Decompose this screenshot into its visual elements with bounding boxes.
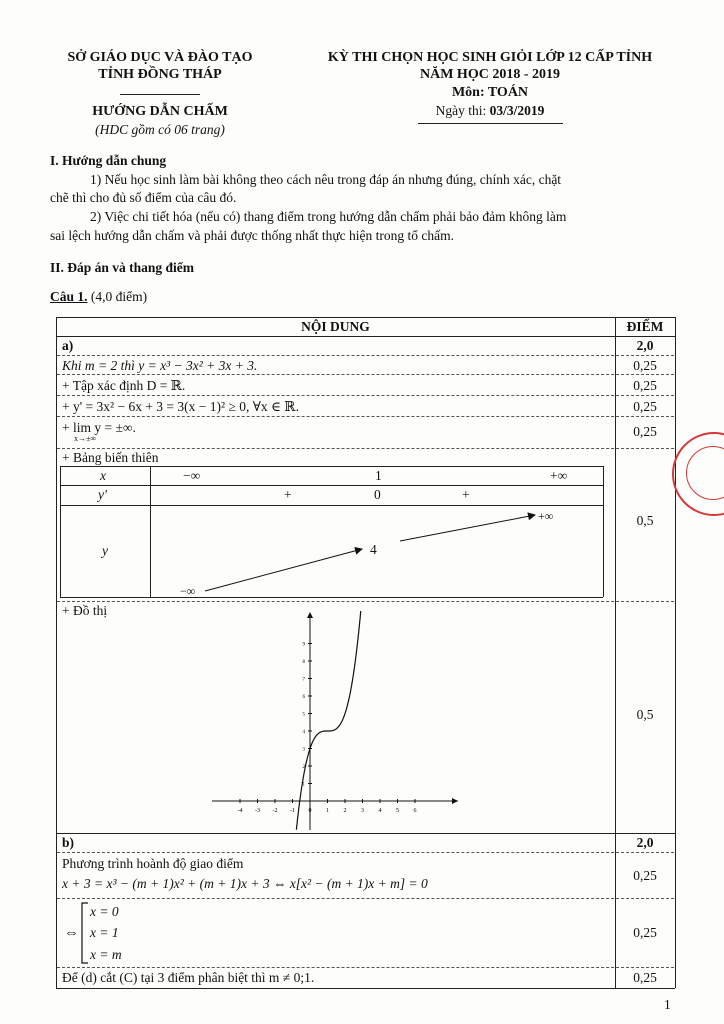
x-tick-label: 0 [308,808,312,814]
var-y-minus-inf: −∞ [180,584,196,598]
var-yp-zero: 0 [374,487,381,502]
x-tick-label: -1 [290,808,295,814]
variation-points: 0,5 [636,513,654,528]
row-a2-text: + Tập xác định D = ℝ. [62,378,186,393]
row-a2-points: 0,25 [633,378,657,393]
var-y-four: 4 [370,542,377,557]
question-points: (4,0 điểm) [87,289,148,304]
general-p1-line1: 1) Nếu học sinh làm bài không theo cách nêu trong đáp án nhưng đúng, chính xác, chặt [90,172,562,187]
x-tick-label: -4 [237,808,243,814]
y-tick-label: 1 [302,782,305,788]
y-axis-arrow [307,612,313,618]
curve-line [296,611,360,830]
case-x0: x = 0 [90,904,119,919]
case-bracket [80,902,90,964]
exam-title: KỲ THI CHỌN HỌC SINH GIỎI LỚP 12 CẤP TỈNH [327,50,653,65]
function-graph [200,608,470,833]
question-label: Câu 1. [50,289,88,304]
row-a4-points: 0,25 [633,424,657,439]
col-content-header: NỘI DUNG [301,319,370,334]
page-number: 1 [664,997,671,1012]
x-tick-label: 3 [361,808,364,814]
official-stamp [672,432,724,516]
row-b2-equiv: ⇔ [64,925,79,941]
variation-arrows [150,505,603,597]
row-b3-text: Để (d) cắt (C) tại 3 điểm phân biệt thì m ≠ 0;1. [62,970,315,985]
exam-date [290,103,690,119]
date-underline [418,123,563,124]
y-tick-label: 9 [302,642,305,648]
row-b1-points: 0,25 [633,868,657,883]
case-x1: x = 1 [90,925,119,940]
exam-date-value: 03/3/2019 [489,103,545,118]
var-x-plus-inf: +∞ [550,468,568,483]
graph-points: 0,5 [636,707,654,722]
answers-heading: II. Đáp án và thang điểm [50,260,195,275]
row-a1-text: Khi m = 2 thì y = x³ − 3x² + 3x + 3. [62,358,258,373]
var-x-label: x [100,468,106,483]
x-tick-label: 6 [413,808,417,814]
part-a-label: a) [62,338,74,353]
x-tick-label: -3 [255,808,260,814]
arrow-increasing-2 [400,515,535,541]
part-b-label: b) [62,835,75,850]
row-b1-line2: x + 3 = x³ − (m + 1)x² + (m + 1)x + 3 ⇔ x[x² − (m + 1)x + m] = 0 [62,876,428,891]
var-y-label: y [102,543,108,558]
general-p2-line1: 2) Việc chi tiết hóa (nếu có) thang điểm trong hướng dẫn chấm phải bảo đảm không làm [90,209,567,224]
y-tick-label: 8 [302,660,305,665]
x-tick-label: 2 [343,808,347,814]
y-tick-label: 7 [302,677,305,683]
general-p1-line2: chẽ thì cho đủ số điểm của câu đó. [50,190,237,205]
province-name: TỈNH ĐỒNG THÁP [98,67,222,82]
question-heading [50,289,147,305]
y-tick-label: 3 [302,747,305,753]
x-axis-arrow [452,798,458,804]
row-a3-text: + y' = 3x² − 6x + 3 = 3(x − 1)² ≥ 0, ∀x ∈ ℝ. [62,399,299,414]
row-a3-points: 0,25 [633,399,657,414]
part-b-points: 2,0 [636,835,654,850]
exam-date-label: Ngày thi: [435,103,490,118]
x-tick-label: 5 [396,808,399,814]
var-y-plus-inf: +∞ [538,509,554,523]
var-x-one: 1 [375,468,382,483]
row-b1-line1: Phương trình hoành độ giao điểm [62,856,244,871]
row-a4-text: + lim y = ±∞. [62,420,136,435]
school-year: NĂM HỌC 2018 - 2019 [420,67,560,82]
y-tick-label: 6 [302,695,305,700]
arrow-increasing-1 [205,549,362,591]
row-b2-points: 0,25 [633,925,657,940]
y-tick-label: 5 [302,712,305,718]
subject: Môn: TOÁN [451,85,529,100]
var-yp-sign2: + [462,487,470,502]
header-divider [120,94,200,95]
row-a1-points: 0,25 [633,358,657,373]
row-a4-limit-sub: x→±∞ [74,434,97,443]
guide-title: HƯỚNG DẪN CHẤM [92,104,228,119]
y-tick-label: 2 [302,765,305,770]
y-tick-label: 4 [302,730,305,735]
graph-label: + Đồ thị [62,603,108,618]
part-a-points: 2,0 [636,338,654,353]
col-points-header: ĐIỂM [626,319,664,334]
department-name: SỞ GIÁO DỤC VÀ ĐÀO TẠO [67,50,253,65]
case-xm: x = m [90,947,122,962]
guide-pages: (HDC gồm có 06 trang) [95,122,225,137]
general-p2-line2: sai lệch hướng dẫn chấm và phải được thống nhất thực hiện trong tổ chấm. [50,228,454,243]
x-tick-label: -2 [272,808,278,814]
x-tick-label: 4 [378,808,382,814]
var-yp-label: y' [98,487,107,502]
var-yp-sign1: + [284,487,292,502]
var-x-minus-inf: −∞ [183,468,201,483]
row-b3-points: 0,25 [633,970,657,985]
variation-label: + Bảng biến thiên [62,450,159,465]
x-tick-label: 1 [326,808,329,814]
general-heading: I. Hướng dẫn chung [50,153,167,168]
